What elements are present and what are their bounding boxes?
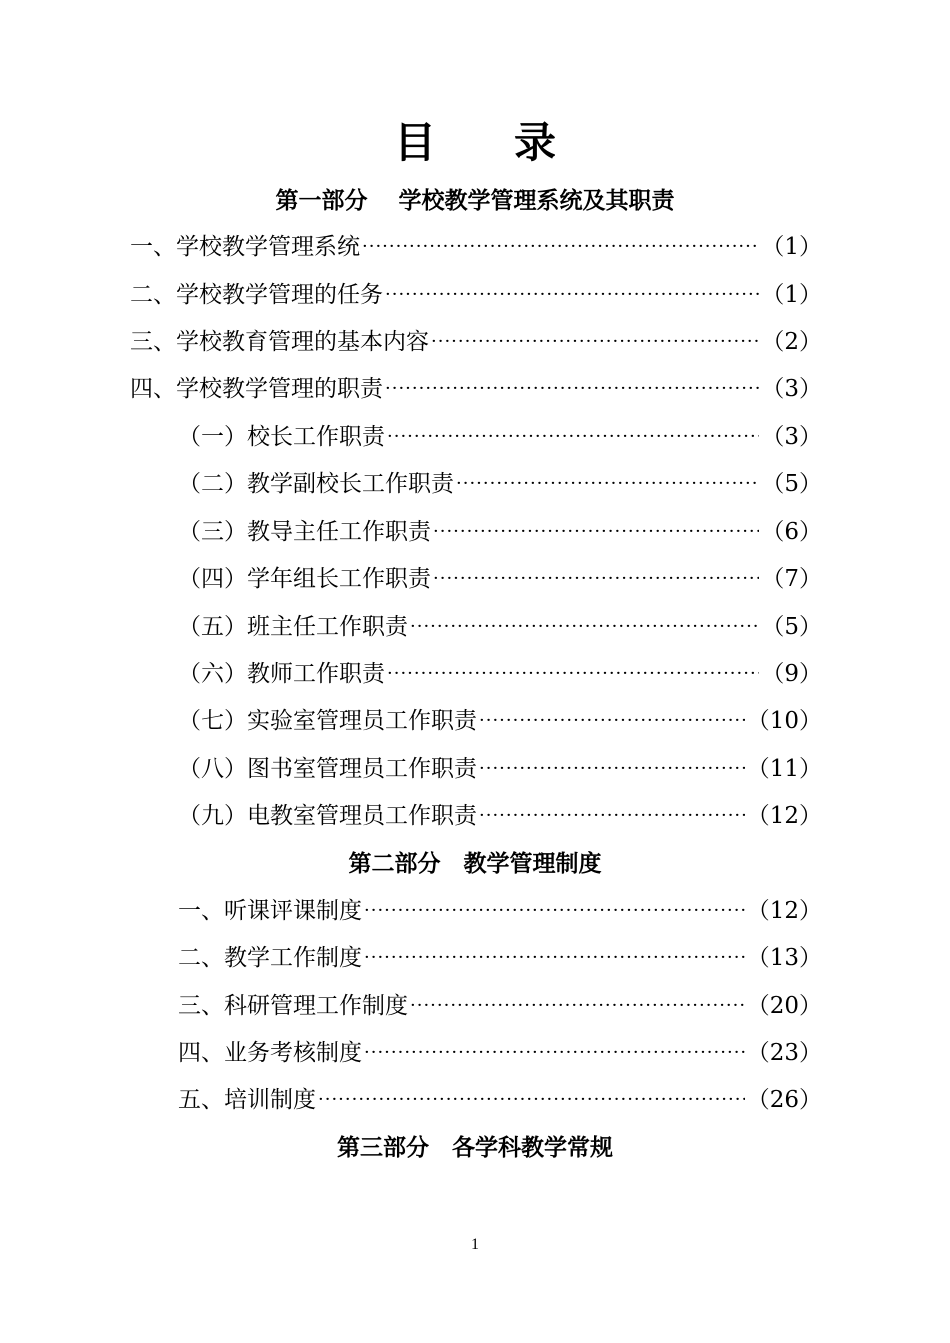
toc-entry-label: （一）校长工作职责 bbox=[178, 424, 385, 450]
toc-entry-page: （1） bbox=[761, 282, 822, 308]
toc-leader-dots bbox=[364, 1037, 745, 1069]
toc-entry bbox=[178, 705, 822, 737]
section-heading-part-1: 第一部分 学校教学管理系统及其职责 bbox=[275, 188, 675, 214]
toc-entry bbox=[178, 563, 822, 595]
toc-leader-dots bbox=[479, 705, 745, 737]
section-heading-part-2: 第二部分 教学管理制度 bbox=[348, 851, 602, 877]
toc-entry-page: （3） bbox=[761, 376, 822, 402]
toc-entry-label: 三、学校教育管理的基本内容 bbox=[130, 329, 429, 355]
toc-entry-label: 四、学校教学管理的职责 bbox=[130, 376, 383, 402]
toc-entry-page: （10） bbox=[746, 708, 822, 734]
toc-entry bbox=[178, 421, 822, 453]
toc-leader-dots bbox=[431, 326, 759, 358]
toc-leader-dots bbox=[410, 611, 759, 643]
toc-entry-page: （7） bbox=[761, 566, 822, 592]
toc-leader-dots bbox=[479, 753, 745, 785]
toc-entry-label: （二）教学副校长工作职责 bbox=[178, 471, 454, 497]
toc-entry-page: （13） bbox=[746, 945, 822, 971]
toc-leader-dots bbox=[410, 990, 745, 1022]
toc-entry-label: 一、听课评课制度 bbox=[178, 898, 362, 924]
toc-leader-dots bbox=[385, 373, 759, 405]
toc-entry bbox=[178, 1084, 822, 1116]
page-title: 目录 bbox=[393, 118, 634, 167]
toc-leader-dots bbox=[364, 942, 745, 974]
toc-entry bbox=[178, 990, 822, 1022]
toc-leader-dots bbox=[364, 895, 745, 927]
toc-leader-dots bbox=[433, 516, 759, 548]
toc-entry bbox=[178, 658, 822, 690]
toc-entry bbox=[178, 800, 822, 832]
toc-entry-label: 四、业务考核制度 bbox=[178, 1040, 362, 1066]
toc-entry bbox=[178, 1037, 822, 1069]
toc-entry-label: 二、教学工作制度 bbox=[178, 945, 362, 971]
toc-entry-page: （5） bbox=[761, 614, 822, 640]
toc-entry-page: （20） bbox=[746, 993, 822, 1019]
toc-entry-page: （26） bbox=[746, 1087, 822, 1113]
toc-entry bbox=[178, 611, 822, 643]
toc-entry-page: （23） bbox=[746, 1040, 822, 1066]
toc-entry-page: （5） bbox=[761, 471, 822, 497]
toc-entry-page: （9） bbox=[761, 661, 822, 687]
toc-entry-label: （七）实验室管理员工作职责 bbox=[178, 708, 477, 734]
toc-entry-page: （1） bbox=[761, 234, 822, 260]
toc-entry-label: （五）班主任工作职责 bbox=[178, 614, 408, 640]
toc-entry-label: （三）教导主任工作职责 bbox=[178, 519, 431, 545]
toc-entry-label: 五、培训制度 bbox=[178, 1087, 316, 1113]
toc-entry-page: （11） bbox=[746, 756, 822, 782]
toc-entry-label: （八）图书室管理员工作职责 bbox=[178, 756, 477, 782]
toc-entry-page: （12） bbox=[746, 803, 822, 829]
page-number: 1 bbox=[471, 1236, 479, 1253]
toc-leader-dots bbox=[387, 658, 759, 690]
toc-entry bbox=[130, 373, 822, 405]
toc-entry bbox=[130, 326, 822, 358]
toc-leader-dots bbox=[318, 1084, 745, 1116]
toc-entry bbox=[178, 895, 822, 927]
section-heading-part-3: 第三部分 各学科教学常规 bbox=[337, 1135, 613, 1161]
toc-leader-dots bbox=[387, 421, 759, 453]
toc-leader-dots bbox=[479, 800, 745, 832]
toc-entry-label: （四）学年组长工作职责 bbox=[178, 566, 431, 592]
toc-entry bbox=[178, 942, 822, 974]
toc-leader-dots bbox=[456, 468, 759, 500]
toc-entry-label: （九）电教室管理员工作职责 bbox=[178, 803, 477, 829]
toc-entry bbox=[178, 753, 822, 785]
toc-entry bbox=[178, 516, 822, 548]
toc-entry bbox=[178, 468, 822, 500]
toc-leader-dots bbox=[362, 231, 759, 263]
toc-entry-page: （12） bbox=[746, 898, 822, 924]
toc-entry-page: （3） bbox=[761, 424, 822, 450]
toc-entry-label: 一、学校教学管理系统 bbox=[130, 234, 360, 260]
toc-entry bbox=[130, 231, 822, 263]
toc-entry bbox=[130, 279, 822, 311]
toc-entry-page: （6） bbox=[761, 519, 822, 545]
toc-entry-page: （2） bbox=[761, 329, 822, 355]
toc-leader-dots bbox=[433, 563, 759, 595]
toc-entry-label: 二、学校教学管理的任务 bbox=[130, 282, 383, 308]
toc-entry-label: （六）教师工作职责 bbox=[178, 661, 385, 687]
toc-entry-label: 三、科研管理工作制度 bbox=[178, 993, 408, 1019]
toc-leader-dots bbox=[385, 279, 759, 311]
